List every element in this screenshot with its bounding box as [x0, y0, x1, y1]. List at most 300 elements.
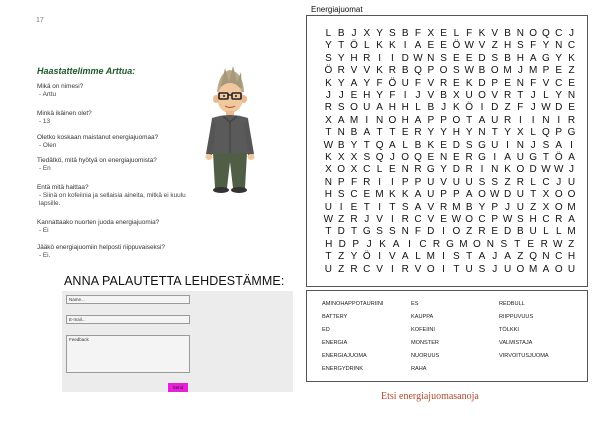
grid-letter[interactable]: T [514, 238, 521, 250]
grid-letter[interactable]: Y [350, 251, 358, 263]
grid-letter[interactable]: E [465, 52, 473, 64]
grid-letter[interactable]: Z [568, 65, 575, 77]
grid-letter[interactable]: Q [542, 28, 550, 39]
grid-letter[interactable]: M [459, 238, 468, 250]
grid-letter[interactable]: T [453, 263, 460, 275]
grid-letter[interactable]: Z [568, 238, 575, 250]
grid-letter[interactable]: Ö [350, 40, 358, 52]
grid-letter[interactable]: V [414, 263, 422, 275]
grid-letter[interactable]: Y [337, 52, 345, 64]
grid-letter[interactable]: W [502, 214, 513, 225]
grid-letter[interactable]: P [491, 77, 499, 89]
grid-letter[interactable]: Q [375, 152, 384, 163]
grid-letter[interactable]: X [350, 164, 358, 176]
grid-letter[interactable]: N [555, 40, 563, 52]
grid-letter[interactable]: Ö [465, 102, 474, 114]
grid-letter[interactable]: O [554, 263, 563, 275]
grid-letter[interactable]: T [325, 251, 332, 263]
grid-letter[interactable]: E [440, 139, 447, 151]
grid-letter[interactable]: V [491, 28, 499, 39]
grid-letter[interactable]: N [542, 114, 550, 126]
grid-letter[interactable]: R [401, 214, 409, 225]
grid-letter[interactable]: S [542, 139, 550, 151]
grid-letter[interactable]: U [324, 201, 333, 213]
grid-letter[interactable]: N [427, 52, 435, 64]
grid-letter[interactable]: B [337, 28, 345, 39]
grid-letter[interactable]: H [516, 52, 524, 64]
grid-letter[interactable]: Z [466, 226, 473, 238]
grid-letter[interactable]: W [323, 214, 334, 225]
grid-letter[interactable]: G [362, 226, 371, 238]
grid-letter[interactable]: U [324, 263, 333, 275]
grid-letter[interactable]: X [453, 90, 460, 101]
grid-letter[interactable]: W [541, 102, 551, 114]
grid-letter[interactable]: A [414, 40, 422, 52]
grid-letter[interactable]: P [491, 214, 499, 225]
grid-letter[interactable]: F [530, 40, 537, 52]
grid-letter[interactable]: A [401, 251, 409, 263]
grid-letter[interactable]: J [530, 90, 536, 101]
grid-letter[interactable]: W [464, 65, 474, 77]
grid-letter[interactable]: M [375, 189, 384, 201]
grid-letter[interactable]: V [376, 263, 383, 275]
feedback-textarea[interactable]: Feedback [66, 335, 190, 373]
grid-letter[interactable]: D [529, 164, 537, 176]
grid-letter[interactable]: M [426, 251, 435, 263]
grid-letter[interactable]: A [350, 77, 358, 89]
grid-letter[interactable]: J [351, 28, 357, 39]
grid-letter[interactable]: V [389, 251, 396, 263]
grid-letter[interactable]: I [518, 114, 522, 126]
grid-letter[interactable]: O [337, 164, 346, 176]
grid-letter[interactable]: P [440, 189, 447, 201]
grid-letter[interactable]: D [338, 238, 346, 250]
grid-letter[interactable]: I [390, 214, 394, 225]
grid-letter[interactable]: V [478, 40, 486, 52]
grid-letter[interactable]: Y [555, 52, 563, 64]
grid-letter[interactable]: Q [414, 152, 422, 163]
grid-letter[interactable]: E [350, 90, 358, 101]
grid-letter[interactable]: L [530, 127, 536, 139]
grid-letter[interactable]: Y [478, 201, 486, 213]
grid-letter[interactable]: H [324, 189, 333, 201]
grid-letter[interactable]: D [503, 189, 512, 201]
grid-letter[interactable]: L [543, 90, 549, 101]
grid-letter[interactable]: Y [325, 40, 332, 52]
grid-letter[interactable]: M [528, 65, 538, 77]
grid-letter[interactable]: H [401, 102, 409, 114]
grid-letter[interactable]: P [337, 176, 345, 188]
grid-letter[interactable]: F [376, 77, 383, 89]
grid-letter[interactable]: P [401, 176, 409, 188]
grid-letter[interactable]: T [325, 226, 332, 238]
grid-letter[interactable]: U [529, 226, 537, 238]
grid-letter[interactable]: I [390, 263, 394, 275]
grid-letter[interactable]: S [389, 28, 396, 39]
grid-letter[interactable]: U [465, 90, 473, 101]
grid-letter[interactable]: L [325, 28, 332, 39]
grid-letter[interactable]: S [517, 40, 524, 52]
grid-letter[interactable]: K [376, 40, 383, 52]
grid-letter[interactable]: Y [542, 40, 550, 52]
grid-letter[interactable]: S [337, 102, 345, 114]
grid-letter[interactable]: F [414, 226, 422, 238]
grid-letter[interactable]: J [505, 201, 511, 213]
grid-letter[interactable]: T [363, 201, 370, 213]
grid-letter[interactable]: Z [338, 263, 345, 275]
grid-letter[interactable]: J [492, 251, 498, 263]
grid-letter[interactable]: I [480, 102, 484, 114]
grid-letter[interactable]: J [415, 90, 421, 101]
grid-letter[interactable]: J [389, 152, 395, 163]
grid-letter[interactable]: D [503, 226, 512, 238]
grid-letter[interactable]: T [542, 152, 549, 163]
grid-letter[interactable]: G [446, 238, 454, 250]
grid-letter[interactable]: Y [427, 127, 435, 139]
grid-letter[interactable]: Q [375, 139, 384, 151]
grid-letter[interactable]: T [530, 189, 537, 201]
grid-letter[interactable]: W [554, 164, 564, 176]
grid-letter[interactable]: A [504, 251, 511, 263]
grid-letter[interactable]: S [491, 52, 499, 64]
grid-letter[interactable]: Y [350, 139, 358, 151]
grid-letter[interactable]: K [389, 189, 396, 201]
grid-letter[interactable]: O [388, 114, 397, 126]
grid-letter[interactable]: I [570, 139, 573, 151]
grid-letter[interactable]: O [473, 238, 481, 250]
grid-letter[interactable]: Y [555, 90, 563, 101]
grid-letter[interactable]: A [529, 52, 537, 64]
grid-letter[interactable]: X [325, 164, 332, 176]
grid-letter[interactable]: C [567, 40, 576, 52]
grid-letter[interactable]: L [543, 226, 549, 238]
send-button[interactable]: Send [168, 383, 188, 392]
grid-letter[interactable]: A [414, 114, 422, 126]
grid-letter[interactable]: U [465, 263, 473, 275]
grid-letter[interactable]: J [364, 214, 370, 225]
grid-letter[interactable]: D [452, 139, 460, 151]
grid-letter[interactable]: Ö [362, 251, 371, 263]
grid-letter[interactable]: R [363, 176, 371, 188]
grid-letter[interactable]: I [403, 90, 407, 101]
grid-letter[interactable]: S [465, 139, 473, 151]
grid-letter[interactable]: T [517, 90, 524, 101]
grid-letter[interactable]: E [440, 28, 447, 39]
grid-letter[interactable]: H [363, 90, 371, 101]
grid-letter[interactable]: E [401, 127, 409, 139]
grid-letter[interactable]: M [452, 201, 461, 213]
grid-letter[interactable]: O [350, 102, 358, 114]
grid-letter[interactable]: A [363, 127, 371, 139]
grid-letter[interactable]: D [452, 164, 460, 176]
grid-letter[interactable]: A [478, 114, 486, 126]
grid-letter[interactable]: R [350, 214, 358, 225]
grid-letter[interactable]: M [528, 263, 538, 275]
grid-letter[interactable]: B [517, 226, 524, 238]
grid-letter[interactable]: O [529, 28, 538, 39]
grid-letter[interactable]: K [325, 77, 332, 89]
grid-letter[interactable]: I [442, 263, 445, 275]
grid-letter[interactable]: I [442, 251, 445, 263]
grid-letter[interactable]: E [427, 40, 435, 52]
grid-letter[interactable]: S [500, 238, 508, 250]
grid-letter[interactable]: H [350, 52, 358, 64]
grid-letter[interactable]: I [378, 201, 381, 213]
grid-letter[interactable]: X [542, 189, 550, 201]
grid-letter[interactable]: R [337, 65, 345, 77]
grid-letter[interactable]: R [567, 114, 576, 126]
grid-letter[interactable]: V [427, 214, 435, 225]
grid-letter[interactable]: S [517, 214, 524, 225]
grid-letter[interactable]: Y [440, 164, 447, 176]
grid-letter[interactable]: U [491, 114, 499, 126]
grid-letter[interactable]: A [465, 189, 473, 201]
grid-letter[interactable]: N [567, 90, 576, 101]
grid-letter[interactable]: P [352, 238, 359, 250]
grid-letter[interactable]: T [491, 127, 498, 139]
grid-letter[interactable]: K [427, 139, 435, 151]
grid-letter[interactable]: J [325, 90, 331, 101]
grid-letter[interactable]: O [478, 189, 486, 201]
grid-letter[interactable]: Y [337, 77, 345, 89]
grid-letter[interactable]: Z [338, 251, 345, 263]
grid-letter[interactable]: I [480, 164, 484, 176]
grid-letter[interactable]: C [478, 214, 486, 225]
grid-letter[interactable]: T [389, 201, 396, 213]
grid-letter[interactable]: D [491, 102, 499, 114]
grid-letter[interactable]: N [337, 127, 345, 139]
grid-letter[interactable]: E [350, 201, 358, 213]
grid-letter[interactable]: J [492, 263, 498, 275]
grid-letter[interactable]: X [542, 201, 550, 213]
grid-letter[interactable]: R [439, 77, 448, 89]
grid-letter[interactable]: R [503, 114, 512, 126]
grid-letter[interactable]: N [478, 127, 486, 139]
grid-letter[interactable]: K [389, 40, 396, 52]
grid-letter[interactable]: J [530, 102, 536, 114]
grid-letter[interactable]: F [414, 28, 422, 39]
grid-letter[interactable]: R [388, 65, 396, 77]
grid-letter[interactable]: C [555, 28, 563, 39]
grid-letter[interactable]: S [491, 176, 499, 188]
grid-letter[interactable]: U [516, 152, 524, 163]
grid-letter[interactable]: G [529, 152, 538, 163]
grid-letter[interactable]: L [530, 176, 536, 188]
grid-letter[interactable]: E [568, 102, 575, 114]
grid-letter[interactable]: S [401, 201, 409, 213]
grid-letter[interactable]: G [478, 152, 486, 163]
grid-letter[interactable]: C [419, 238, 427, 250]
grid-letter[interactable]: C [350, 189, 358, 201]
grid-letter[interactable]: E [453, 152, 460, 163]
grid-letter[interactable]: P [427, 65, 435, 77]
grid-letter[interactable]: Y [440, 127, 447, 139]
grid-letter[interactable]: K [504, 164, 511, 176]
grid-letter[interactable]: M [503, 65, 512, 77]
grid-letter[interactable]: E [527, 238, 535, 250]
name-field[interactable]: Name... [66, 295, 190, 304]
grid-letter[interactable]: R [363, 52, 371, 64]
grid-letter[interactable]: Z [530, 201, 537, 213]
grid-letter[interactable]: U [491, 139, 499, 151]
grid-letter[interactable]: T [376, 127, 383, 139]
grid-letter[interactable]: J [556, 176, 562, 188]
grid-letter[interactable]: T [350, 226, 358, 238]
grid-letter[interactable]: E [453, 77, 460, 89]
grid-letter[interactable]: J [441, 102, 447, 114]
grid-letter[interactable]: K [568, 52, 575, 64]
grid-letter[interactable]: D [337, 226, 345, 238]
grid-letter[interactable]: W [323, 139, 334, 151]
grid-letter[interactable]: Q [542, 127, 550, 139]
grid-letter[interactable]: A [568, 152, 575, 163]
grid-letter[interactable]: E [555, 65, 563, 77]
grid-letter[interactable]: T [325, 127, 332, 139]
grid-letter[interactable]: A [414, 189, 422, 201]
grid-letter[interactable]: G [426, 164, 435, 176]
grid-letter[interactable]: U [427, 189, 435, 201]
grid-letter[interactable]: X [363, 28, 371, 39]
grid-letter[interactable]: E [504, 77, 511, 89]
grid-letter[interactable]: A [478, 251, 486, 263]
grid-letter[interactable]: Y [376, 28, 383, 39]
grid-letter[interactable]: D [401, 52, 409, 64]
grid-letter[interactable]: V [440, 176, 447, 188]
grid-letter[interactable]: M [567, 226, 576, 238]
grid-letter[interactable]: I [390, 176, 394, 188]
grid-letter[interactable]: N [439, 152, 448, 163]
grid-letter[interactable]: E [453, 52, 460, 64]
grid-letter[interactable]: M [567, 201, 576, 213]
grid-letter[interactable]: B [414, 139, 422, 151]
grid-letter[interactable]: E [568, 77, 575, 89]
grid-letter[interactable]: E [389, 164, 396, 176]
grid-letter[interactable]: V [491, 90, 499, 101]
grid-letter[interactable]: D [478, 52, 486, 64]
grid-letter[interactable]: K [376, 65, 383, 77]
grid-letter[interactable]: I [378, 176, 381, 188]
grid-letter[interactable]: Ö [452, 40, 461, 52]
grid-letter[interactable]: A [414, 201, 422, 213]
grid-letter[interactable]: H [529, 214, 537, 225]
grid-letter[interactable]: U [503, 263, 512, 275]
grid-letter[interactable]: Y [504, 127, 511, 139]
grid-letter[interactable]: I [365, 114, 369, 126]
grid-letter[interactable]: N [401, 226, 409, 238]
grid-letter[interactable]: E [491, 226, 499, 238]
grid-letter[interactable]: R [465, 164, 473, 176]
grid-letter[interactable]: A [392, 238, 400, 250]
grid-letter[interactable]: V [376, 214, 383, 225]
grid-letter[interactable]: P [440, 114, 447, 126]
grid-letter[interactable]: P [427, 114, 435, 126]
grid-letter[interactable]: Y [376, 90, 383, 101]
grid-letter[interactable]: T [363, 139, 370, 151]
grid-letter[interactable]: W [413, 52, 423, 64]
grid-letter[interactable]: S [478, 176, 486, 188]
grid-letter[interactable]: K [453, 102, 460, 114]
grid-letter[interactable]: X [350, 152, 358, 163]
grid-letter[interactable]: O [452, 114, 461, 126]
grid-letter[interactable]: O [465, 214, 474, 225]
grid-letter[interactable]: W [451, 214, 462, 225]
grid-letter[interactable]: R [324, 102, 333, 114]
grid-letter[interactable]: S [453, 251, 460, 263]
grid-letter[interactable]: C [363, 263, 371, 275]
grid-letter[interactable]: H [401, 114, 409, 126]
grid-letter[interactable]: B [504, 52, 511, 64]
grid-letter[interactable]: Ö [554, 152, 563, 163]
grid-letter[interactable]: P [453, 189, 460, 201]
grid-letter[interactable]: U [401, 77, 409, 89]
grid-letter[interactable]: R [516, 176, 524, 188]
grid-letter[interactable]: O [401, 152, 410, 163]
grid-letter[interactable]: K [401, 189, 409, 201]
grid-letter[interactable]: E [440, 214, 447, 225]
grid-letter[interactable]: O [554, 201, 563, 213]
grid-letter[interactable]: Z [504, 176, 511, 188]
grid-letter[interactable]: F [414, 77, 422, 89]
grid-letter[interactable]: U [465, 176, 473, 188]
grid-letter[interactable]: F [350, 176, 358, 188]
grid-letter[interactable]: A [337, 114, 345, 126]
grid-letter[interactable]: G [542, 52, 550, 64]
grid-letter[interactable]: N [542, 251, 550, 263]
grid-letter[interactable]: G [567, 127, 576, 139]
grid-letter[interactable]: V [427, 201, 435, 213]
grid-letter[interactable]: I [403, 40, 407, 52]
grid-letter[interactable]: Z [504, 102, 511, 114]
email-field[interactable]: E-mail... [66, 315, 190, 324]
grid-letter[interactable]: B [350, 127, 358, 139]
grid-letter[interactable]: R [439, 201, 448, 213]
grid-letter[interactable]: Y [465, 127, 473, 139]
grid-letter[interactable]: V [427, 90, 435, 101]
grid-letter[interactable]: V [350, 65, 358, 77]
grid-letter[interactable]: V [427, 77, 435, 89]
grid-letter[interactable]: B [440, 90, 447, 101]
grid-letter[interactable]: S [337, 189, 345, 201]
grid-letter[interactable]: K [325, 152, 332, 163]
grid-letter[interactable]: N [401, 164, 409, 176]
grid-letter[interactable]: P [491, 201, 499, 213]
grid-letter[interactable]: N [516, 28, 524, 39]
grid-letter[interactable]: Y [363, 77, 371, 89]
grid-letter[interactable]: S [453, 65, 460, 77]
grid-letter[interactable]: R [503, 90, 512, 101]
grid-letter[interactable]: H [567, 251, 576, 263]
grid-letter[interactable]: U [427, 176, 435, 188]
grid-letter[interactable]: L [376, 164, 383, 176]
grid-letter[interactable]: N [486, 238, 494, 250]
grid-letter[interactable]: N [324, 176, 333, 188]
grid-letter[interactable]: U [567, 263, 576, 275]
grid-letter[interactable]: F [517, 102, 524, 114]
grid-letter[interactable]: I [506, 139, 509, 151]
grid-letter[interactable]: U [516, 201, 524, 213]
grid-letter[interactable]: O [478, 90, 486, 101]
grid-letter[interactable]: J [338, 90, 344, 101]
grid-letter[interactable]: I [442, 226, 445, 238]
grid-letter[interactable]: V [363, 65, 371, 77]
grid-letter[interactable]: R [540, 238, 548, 250]
grid-letter[interactable]: W [541, 164, 551, 176]
grid-letter[interactable]: L [402, 139, 408, 151]
grid-letter[interactable]: N [491, 164, 499, 176]
grid-letter[interactable]: O [516, 263, 525, 275]
grid-letter[interactable]: F [530, 77, 537, 89]
grid-letter[interactable]: W [464, 40, 474, 52]
